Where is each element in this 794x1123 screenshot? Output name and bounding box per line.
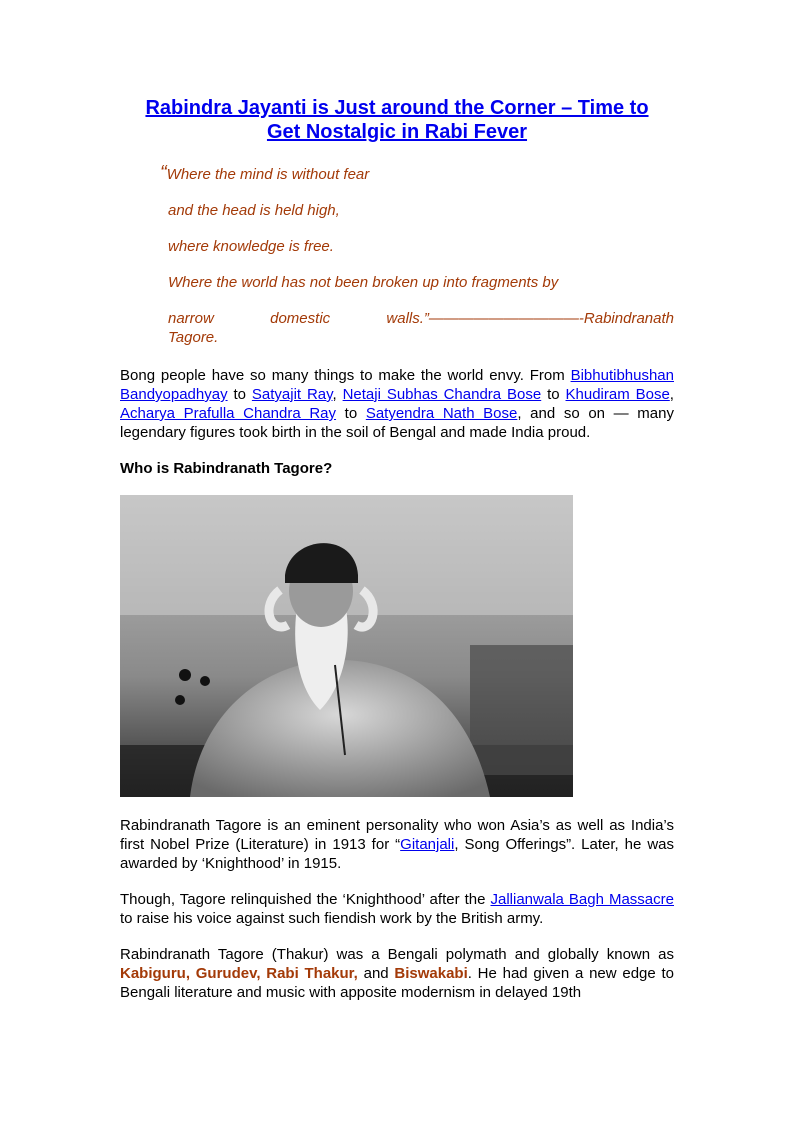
- poem-word-narrow: narrow: [168, 310, 214, 327]
- poem-line-1-text: Where the mind is without fear: [166, 166, 370, 183]
- poem-attribution-tagore: Tagore.: [168, 329, 219, 346]
- link-gitanjali[interactable]: Gitanjali: [400, 836, 455, 853]
- intro-text-1: Bong people have so many things to make the world envy. From: [120, 367, 571, 384]
- poem-line-3: where knowledge is free.: [168, 238, 334, 255]
- open-quote-mark: “: [160, 162, 167, 184]
- section-heading: Who is Rabindranath Tagore?: [120, 460, 333, 477]
- link-khudiram-bose[interactable]: Khudiram Bose: [565, 386, 670, 403]
- para1-text-2: , Song Offerings”. Later, he was awarded by ‘Knighthood’ in 1915.: [120, 836, 674, 872]
- paragraph-nobel-prize: [120, 816, 674, 873]
- poem-line-2: and the head is held high,: [168, 202, 340, 219]
- poem-line-4: Where the world has not been broken up into fragments by: [168, 274, 559, 291]
- link-satyajit-ray[interactable]: Satyajit Ray: [251, 386, 333, 403]
- poem-quote: [160, 164, 674, 347]
- title-line-2: Get Nostalgic in Rabi Fever: [266, 121, 528, 143]
- poem-word-domestic: domestic: [270, 310, 331, 327]
- chair-back: [470, 645, 573, 775]
- title-line-1: Rabindra Jayanti is Just around the Corner – Time to: [145, 97, 649, 119]
- link-satyendra-nath-bose[interactable]: Satyendra Nath Bose: [365, 405, 518, 422]
- intro-text-6: to: [336, 405, 366, 422]
- para3-text-1: Rabindranath Tagore (Thakur) was a Bengali polymath and globally known as: [120, 946, 674, 963]
- title-link[interactable]: [145, 97, 648, 143]
- biswakabi-bold: Biswakabi: [394, 965, 468, 982]
- link-prafulla-chandra-ray[interactable]: Acharya Prafulla Chandra Ray: [120, 405, 337, 422]
- para3-text-2: and: [357, 965, 395, 982]
- para1-text-1: Rabindranath Tagore is an eminent personality who won Asia’s as well as India’s first Nobel Prize (Literature) in 1913 for “: [120, 817, 674, 853]
- link-netaji[interactable]: Netaji Subhas Chandra Bose: [342, 386, 542, 403]
- epithets-bold: Kabiguru, Gurudev, Rabi Thakur,: [120, 965, 358, 982]
- poem-word-walls-attribution: walls.”——————————-Rabindranath: [386, 310, 674, 327]
- para2-text-2: to raise his voice against such fiendish work by the British army.: [120, 910, 544, 927]
- intro-text-5: ,: [669, 386, 674, 403]
- intro-text-4: to: [541, 386, 566, 403]
- paragraph-knighthood: [120, 890, 674, 928]
- link-jallianwala-bagh[interactable]: Jallianwala Bagh Massacre: [490, 891, 674, 908]
- tagore-portrait-image: [120, 495, 573, 797]
- page-title: [120, 96, 674, 144]
- para3-text-3: . He had given a new edge to Bengali literature and music with apposite modernism in delayed 19th: [120, 965, 674, 1001]
- intro-text-7: , and so on — many legendary figures took birth in the soil of Bengal and made India proud.: [120, 405, 674, 441]
- intro-text-3: ,: [332, 386, 343, 403]
- link-bibhutibhushan[interactable]: Bibhutibhushan Bandyopadhyay: [120, 367, 674, 403]
- document-page: [120, 96, 674, 1019]
- intro-paragraph: [120, 366, 674, 442]
- poem-line-1: [160, 164, 674, 184]
- intro-text-2: to: [227, 386, 252, 403]
- poem-line-5-justified: [168, 309, 674, 328]
- para2-text-1: Though, Tagore relinquished the ‘Knighthood’ after the: [120, 891, 491, 908]
- paragraph-polymath: [120, 945, 674, 1002]
- poem-line-5: [168, 309, 674, 347]
